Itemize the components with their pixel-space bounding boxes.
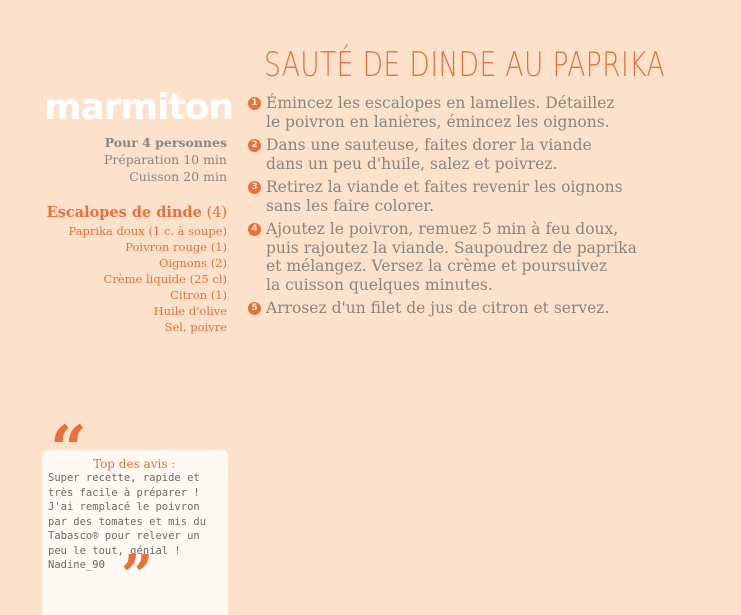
main-ingredient-qty: (4)	[206, 205, 227, 221]
step-number-icon: 4	[248, 223, 261, 236]
ingredient-item: Poivron rouge (1)	[125, 240, 227, 254]
cook-time: Cuisson 20 min	[129, 169, 227, 184]
ingredient-item: Citron (1)	[170, 288, 227, 302]
main-ingredient-name: Escalopes de dinde	[46, 204, 202, 221]
step-number-icon: 1	[248, 97, 261, 110]
ingredient-list	[47, 203, 227, 335]
step-text: Émincez les escalopes en lamelles. Détaillez le poivron en lanières, émincez les oignons.	[266, 94, 615, 131]
step-text: Arrosez d'un filet de jus de citron et servez.	[266, 299, 610, 317]
recipe-meta	[104, 134, 227, 185]
review-text: Super recette, rapide et très facile à préparer ! J'ai remplacé le poivron par des tomates et mis du Tabasco® pour relever un peu le tout, génial ! Nadine_90	[48, 472, 207, 571]
ingredient-item: Paprika doux (1 c. à soupe)	[68, 224, 227, 238]
ingredient-item: Crème liquide (25 cl)	[103, 272, 227, 286]
step	[248, 299, 718, 318]
step-number-icon: 2	[248, 139, 261, 152]
step	[248, 94, 718, 131]
marmiton-logo: marmiton	[44, 87, 233, 128]
quote-open-icon: “	[50, 412, 87, 487]
servings: Pour 4 personnes	[104, 135, 227, 150]
step-text: Dans une sauteuse, faites dorer la viande dans un peu d'huile, salez et poivrez.	[266, 136, 592, 173]
step-number-icon: 3	[248, 181, 261, 194]
ingredient-item: Oignons (2)	[158, 256, 227, 270]
review-heading: Top des avis :	[93, 457, 176, 471]
quote-close-icon: ”	[121, 543, 154, 609]
ingredient-item: Sel, poivre	[164, 320, 227, 334]
step-number-icon: 5	[248, 302, 261, 315]
recipe-steps	[248, 94, 718, 323]
step-text: Retirez la viande et faites revenir les oignons sans les faire colorer.	[266, 178, 623, 215]
step-text: Ajoutez le poivron, remuez 5 min à feu doux, puis rajoutez la viande. Saupoudrez de paprika et mélangez. Versez la crème et poursuivez la cuisson quelques minutes.	[266, 220, 637, 294]
main-ingredient	[47, 203, 227, 223]
step	[248, 220, 718, 294]
recipe-title: SAUTÉ DE DINDE AU PAPRIKA	[264, 45, 666, 85]
ingredient-item: Huile d'olive	[153, 304, 227, 318]
step	[248, 136, 718, 173]
step	[248, 178, 718, 215]
prep-time: Préparation 10 min	[103, 152, 227, 167]
